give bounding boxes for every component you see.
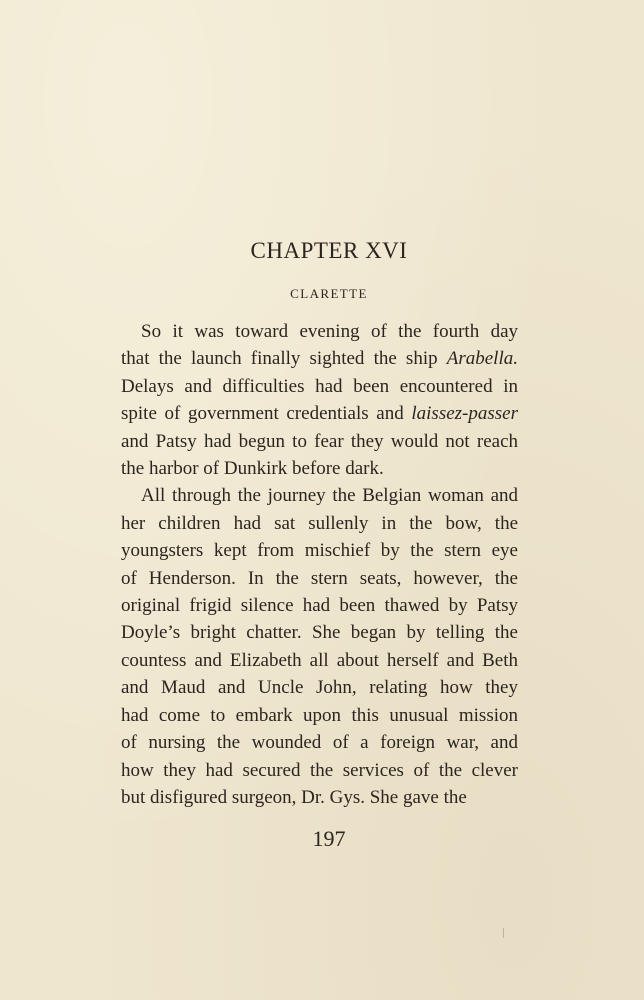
page-number: 197 <box>312 826 346 851</box>
paragraph <box>121 318 518 482</box>
text-line: and Patsy had begun to fear they would not reach <box>121 430 518 452</box>
text-line: but disfigured surgeon, Dr. Gys. She gave the <box>121 786 467 808</box>
text-line: So it was toward evening of the fourth day <box>141 321 518 342</box>
text-line: how they had secured the services of the clever <box>121 759 518 781</box>
text-line: countess and Elizabeth all about herself and Beth <box>121 649 518 671</box>
text-line: and Maud and Uncle John, relating how they <box>121 677 518 699</box>
text-line: had come to embark upon this unusual mission <box>121 704 518 726</box>
chapter-subtitle: CLARETTE <box>290 286 368 301</box>
text-line: All through the journey the Belgian woman and <box>141 485 518 507</box>
italic-text: laissez-passer <box>411 403 518 425</box>
text-line: original frigid silence had been thawed by Patsy <box>121 595 518 617</box>
text-line: that the launch finally sighted the ship Arabella. <box>121 348 518 370</box>
text-line: Doyle’s bright chatter. She began by telling the <box>121 622 518 644</box>
paragraph <box>121 482 518 811</box>
paper-fleck <box>503 928 504 938</box>
text-line: her children had sat sullenly in the bow, the <box>121 512 518 534</box>
italic-text: Arabella. <box>446 348 518 370</box>
body-text <box>121 318 518 811</box>
text-line: of nursing the wounded of a foreign war, and <box>121 732 518 754</box>
text-line: youngsters kept from mischief by the stern eye <box>121 540 518 562</box>
chapter-title: CHAPTER XVI <box>250 238 408 263</box>
text-line: spite of government credentials and laissez-passer <box>121 403 518 425</box>
text-line: of Henderson. In the stern seats, however, the <box>121 567 518 589</box>
text-line: Delays and difficulties had been encountered in <box>121 375 518 397</box>
text-line: the harbor of Dunkirk before dark. <box>121 458 384 480</box>
